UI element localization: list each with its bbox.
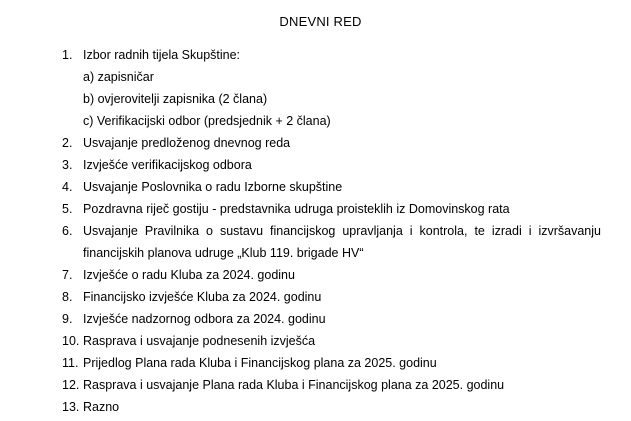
- item-number: 10.: [62, 334, 80, 348]
- item-text: Izvješće o radu Kluba za 2024. godinu: [83, 268, 295, 282]
- item-number: 7.: [62, 268, 73, 282]
- subitem-text: a) zapisničar: [83, 70, 154, 84]
- list-item: [0, 178, 631, 196]
- item-text: Usvajanje Poslovnika o radu Izborne skupštine: [83, 180, 343, 194]
- list-item: [0, 266, 631, 284]
- item-text: Rasprava i usvajanje Plana rada Kluba i Financijskog plana za 2025. godinu: [83, 378, 505, 392]
- item-text: Usvajanje predloženog dnevnog reda: [83, 136, 291, 150]
- item-number: 5.: [62, 202, 73, 216]
- item-number: 6.: [62, 224, 73, 238]
- item-text: Izvješće verifikacijskog odbora: [83, 158, 252, 172]
- list-item: [0, 310, 631, 328]
- item-number: 4.: [62, 180, 73, 194]
- item-text: Financijsko izvješće Kluba za 2024. godinu: [83, 290, 322, 304]
- page-title: DNEVNI RED: [279, 14, 362, 29]
- list-item: [0, 354, 631, 372]
- item-number: 1.: [62, 48, 73, 62]
- item-number: 3.: [62, 158, 73, 172]
- list-item: [0, 376, 631, 394]
- list-item: [0, 134, 631, 152]
- list-item: [0, 332, 631, 350]
- list-item: [0, 46, 631, 64]
- item-text: Pozdravna riječ gostiju - predstavnika udruga proisteklih iz Domovinskog rata: [83, 202, 510, 216]
- item-text: Rasprava i usvajanje podnesenih izvješća: [83, 334, 316, 348]
- item-number: 12.: [62, 378, 80, 392]
- item-number: 11.: [62, 356, 79, 370]
- list-item: [0, 156, 631, 174]
- item-number: 9.: [62, 312, 73, 326]
- subitem-text: b) ovjerovitelji zapisnika (2 člana): [83, 92, 268, 106]
- list-item: [0, 398, 631, 416]
- list-item: [0, 200, 631, 218]
- item-text: Usvajanje Pravilnika o sustavu financijskog upravljanja i kontrola, te izradi i izvršavanju financijskih planova udruge „Klub 119. brigade HV“: [83, 224, 601, 260]
- item-text: Razno: [83, 400, 120, 414]
- item-number: 8.: [62, 290, 73, 304]
- list-item: [0, 222, 631, 266]
- list-subitem: [0, 68, 631, 86]
- list-subitem: [0, 90, 631, 108]
- item-text: Prijedlog Plana rada Kluba i Financijskog plana za 2025. godinu: [83, 356, 437, 370]
- item-text: Izvješće nadzornog odbora za 2024. godinu: [83, 312, 326, 326]
- item-number: 13.: [62, 400, 80, 414]
- item-number: 2.: [62, 136, 73, 150]
- list-item: [0, 288, 631, 306]
- subitem-text: c) Verifikacijski odbor (predsjednik + 2 člana): [83, 114, 331, 128]
- item-text: Izbor radnih tijela Skupštine:: [83, 48, 241, 62]
- list-subitem: [0, 112, 631, 130]
